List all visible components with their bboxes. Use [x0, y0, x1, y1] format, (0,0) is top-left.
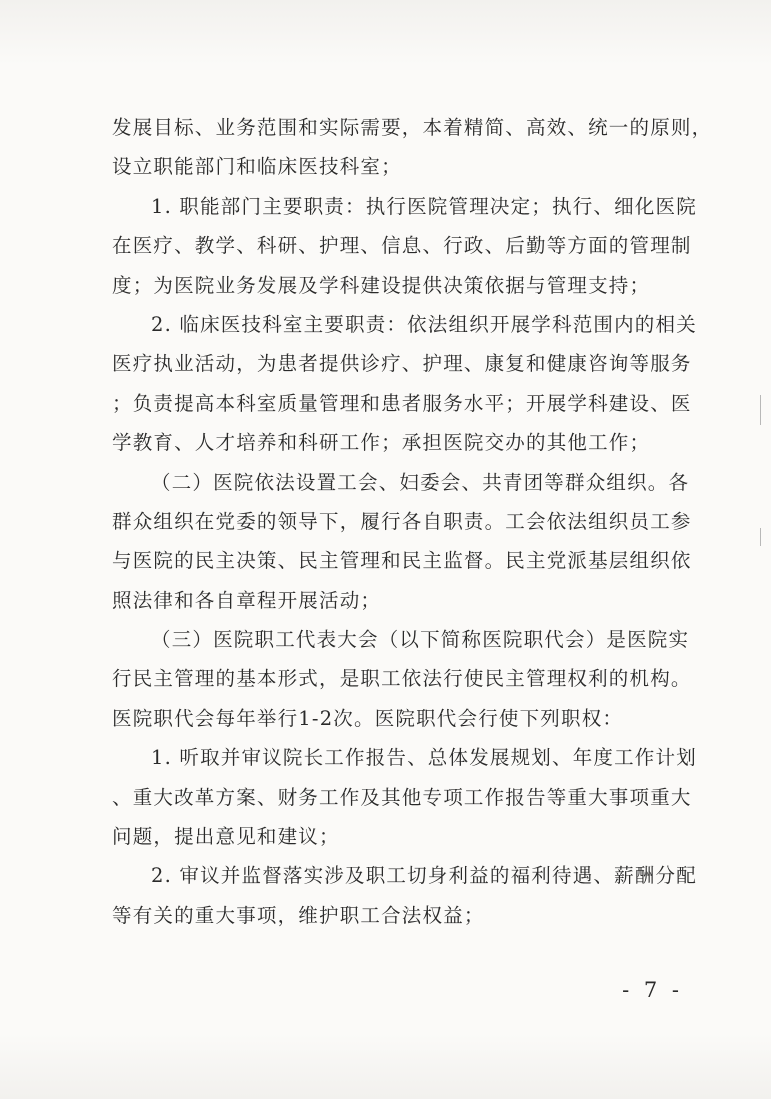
page-number: - 7 - — [622, 978, 683, 1002]
text-line: 医院职代会每年举行1-2次。医院职代会行使下列职权： — [112, 706, 624, 730]
text-line: 2. 审议并监督落实涉及职工切身利益的福利待遇、薪酬分配 — [151, 864, 697, 888]
text-line: （二）医院依法设置工会、妇委会、共青团等群众组织。各 — [151, 470, 690, 494]
scan-mark — [760, 395, 761, 425]
scan-mark — [760, 528, 761, 546]
text-line: 医疗执业活动，为患者提供诊疗、护理、康复和健康咨询等服务 — [112, 352, 692, 376]
text-line: 照法律和各自章程开展活动； — [112, 588, 382, 612]
text-line: ；负责提高本科室质量管理和患者服务水平；开展学科建设、医 — [112, 391, 692, 415]
text-line: （三）医院职工代表大会（以下简称医院职代会）是医院实 — [151, 628, 690, 652]
text-line: 度；为医院业务发展及学科建设提供决策依据与管理支持； — [112, 273, 651, 297]
text-line: 在医疗、教学、科研、护理、信息、行政、后勤等方面的管理制 — [112, 234, 692, 258]
document-body — [112, 108, 713, 935]
text-line: 1. 听取并审议院长工作报告、总体发展规划、年度工作计划 — [151, 746, 697, 770]
text-line: 学教育、人才培养和科研工作；承担医院交办的其他工作； — [112, 431, 651, 455]
text-line: 1. 职能部门主要职责：执行医院管理决定；执行、细化医院 — [151, 194, 697, 218]
text-line: 等有关的重大事项，维护职工合法权益； — [112, 903, 485, 927]
text-line: 群众组织在党委的领导下，履行各自职责。工会依法组织员工参 — [112, 509, 692, 533]
text-line: 问题，提出意见和建议； — [112, 825, 340, 849]
text-line: 与医院的民主决策、民主管理和民主监督。民主党派基层组织依 — [112, 549, 692, 573]
text-line: 、重大改革方案、财务工作及其他专项工作报告等重大事项重大 — [112, 785, 692, 809]
text-line: 行民主管理的基本形式，是职工依法行使民主管理权利的机构。 — [112, 667, 692, 691]
text-line: 设立职能部门和临床医技科室； — [112, 155, 402, 179]
text-line: 发展目标、业务范围和实际需要，本着精简、高效、统一的原则， — [112, 116, 713, 139]
text-line: 2. 临床医技科室主要职责：依法组织开展学科范围内的相关 — [151, 312, 697, 336]
